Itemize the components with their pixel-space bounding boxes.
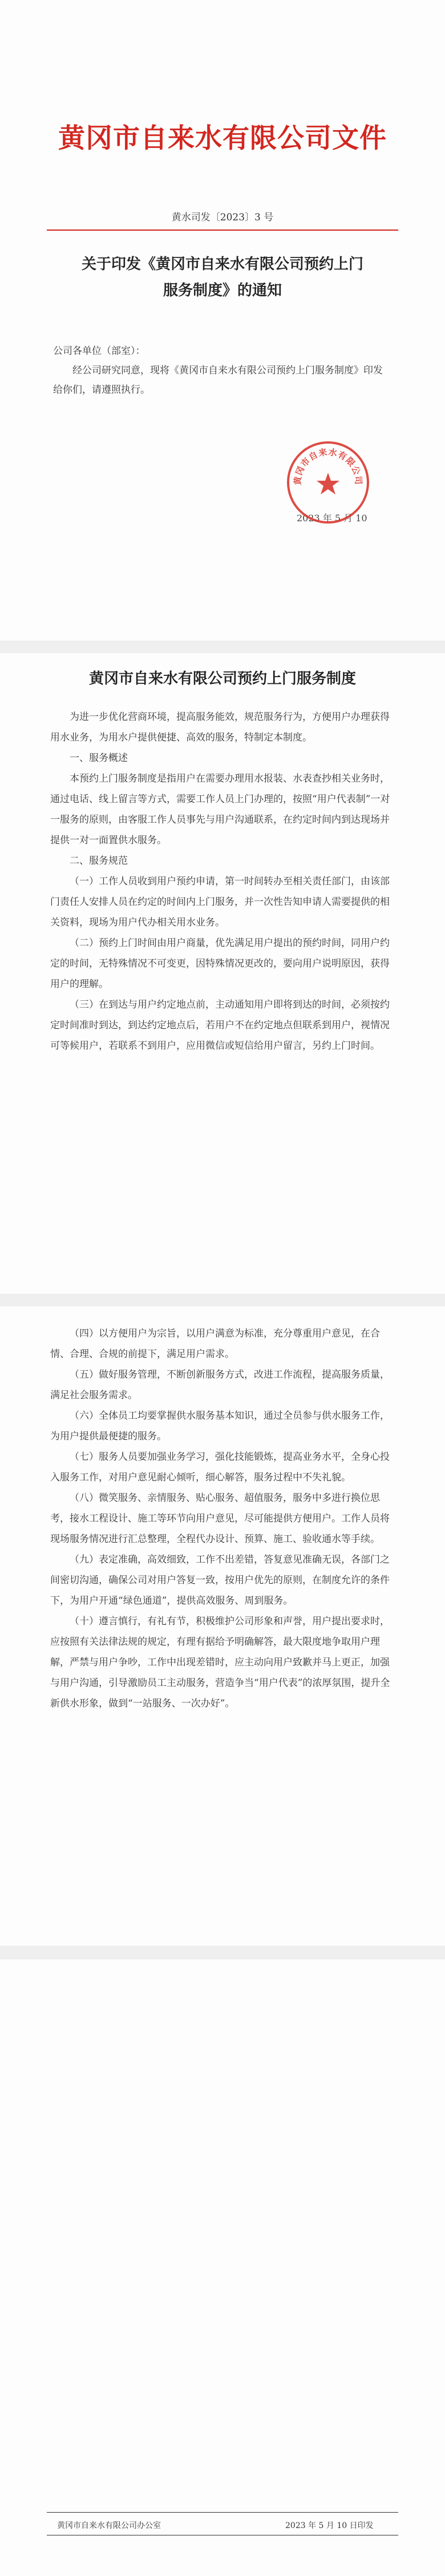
seal-text: 黄冈市自来水有限公司 (292, 446, 364, 486)
rule-item-5: （五）做好服务管理，不断创新服务方式，改进工作流程，提高服务质量，满足社会服务需求。 (50, 1369, 390, 1401)
notice-title-line-2: 服务制度》的通知 (163, 282, 282, 299)
page-4 (0, 1959, 445, 2576)
document-number: 黄水司发〔2023〕3 号 (171, 212, 274, 223)
footer-issued-date: 2023 年 5 月 10 日印发 (285, 2521, 374, 2530)
section-1-heading: 一、服务概述 (70, 752, 128, 764)
rule-item-4: （四）以方便用户为宗旨，以用户满意为标准，充分尊重用户意见，在合情、合理、合规的前提下，满足用户需求。 (50, 1328, 380, 1360)
rule-item-7: （七）服务人员要加强业务学习，强化技能锻炼，提高业务水平，全身心投入服务工作，对用户意见耐心倾听，细心解答，服务过程中不失礼貌。 (50, 1451, 390, 1483)
header-red-rule (47, 230, 398, 231)
rule-item-9: （九）表定准确，高效细致，工作不出差错，答复意见准确无误，各部门之间密切沟通，确保公司对用户答复一致，按用户优先的原则，在制度允许的条件下，为用户开通“绿色通道”，提供高效服务、周到服务。 (50, 1554, 390, 1607)
rule-item-1: （一）工作人员收到用户预约申请，第一时间转办至相关责任部门，由该部门责任人安排人员在约定的时间内上门服务，并一次性告知申请人需要提供的相关资料，现场为用户代办相关用水业务。 (50, 876, 390, 928)
notice-addressee: 公司各单位（部室）： (53, 345, 145, 357)
footer-rule-top (47, 2512, 398, 2513)
rule-item-8: （八）微笑服务、亲情服务、贴心服务、超值服务，服务中多进行换位思考，接水工程设计、施工等环节向用户意见，尽可能提供方便用户。工作人员将现场服务情况进行汇总整理，全程代办设计、预算、施工、验收通水等手续。 (50, 1492, 390, 1545)
notice-title (63, 251, 382, 304)
rules-body-page-2 (50, 707, 395, 1056)
rules-intro: 为进一步优化营商环境，提高服务能效，规范服务行为，方便用户办理获得用水业务，为用水户提供便捷、高效的服务，特制定本制度。 (50, 711, 390, 743)
rules-body-page-3 (50, 1323, 395, 1714)
section-2-heading: 二、服务规范 (70, 855, 128, 867)
notice-date: 2023 年 5 月 10 (297, 513, 367, 524)
rule-item-2: （二）预约上门时间由用户商量，优先满足用户提出的预约时间，同用户约定的时间，无特殊情况不可变更，因特殊情况更改的，要向用户说明原因，获得用户的理解。 (50, 937, 390, 990)
rule-item-10: （十）遵言慎行，有礼有节，积极维护公司形象和声誉，用户提出要求时，应按照有关法律法规的规定，有理有据给予明确解答，最大限度地争取用户理解，严禁与用户争吵，工作中出现差错时，应主动向用户致歉并马上更正，加强与用户沟通，引导激励员工主动服务，营造争当“用户代表”的浓厚氛围，提升全新供水形象，做到“一站服务、一次办好”。 (50, 1616, 390, 1709)
page-1 (0, 0, 445, 641)
rule-item-6: （六）全体员工均要掌握供水服务基本知识，通过全员参与供水服务工作，为用户提供最便捷的服务。 (50, 1410, 390, 1442)
section-1-body: 本预约上门服务制度是指用户在需要办理用水报装、水表查抄相关业务时，通过电话、线上留言等方式，需要工作人员上门办理的，按照“用户代表制”一对一服务的原则，由客服工作人员事先与用户沟通联系，在约定时间内到达现场并提供一对一面置供水服务。 (50, 773, 390, 846)
document-header-title: 黄冈市自来水有限公司文件 (58, 123, 387, 154)
notice-body-text: 经公司研究同意，现将《黄冈市自来水有限公司预约上门服务制度》印发给你们，请遵照执行。 (53, 365, 383, 396)
notice-title-line-1: 关于印发《黄冈市自来水有限公司预约上门 (81, 256, 363, 273)
company-seal-icon (285, 440, 371, 525)
notice-body (53, 361, 391, 400)
rule-item-3: （三）在到达与用户约定地点前，主动通知用户即将到达的时间，必须按约定时间准时到达，到达约定地点后，若用户不在约定地点但联系到用户，视情况可等候用户，若联系不到用户，应用微信或短信给用户留言，另约上门时间。 (50, 999, 390, 1052)
rules-title: 黄冈市自来水有限公司预约上门服务制度 (88, 670, 356, 687)
footer-issuer: 黄冈市自来水有限公司办公室 (57, 2521, 161, 2530)
